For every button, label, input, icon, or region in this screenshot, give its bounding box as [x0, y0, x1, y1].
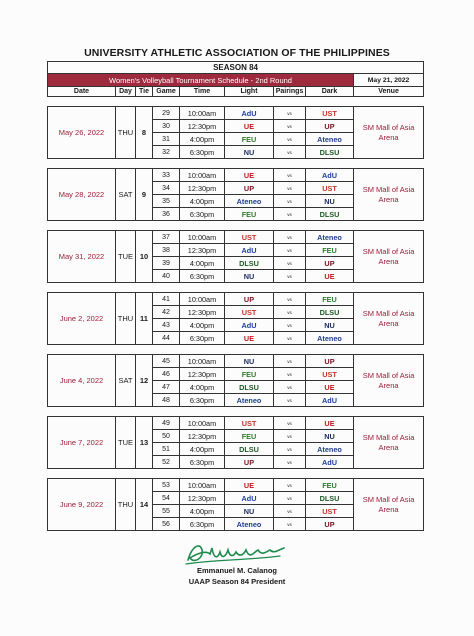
- spacer-cell: [48, 97, 424, 107]
- game-time: 6:30pm: [180, 518, 225, 531]
- game-number: 53: [153, 479, 180, 492]
- game-time: 10:00am: [180, 107, 225, 120]
- game-row: [48, 169, 424, 182]
- light-team: AdU: [225, 244, 274, 257]
- venue-cell: [354, 231, 424, 283]
- venue-line1: SM Mall of Asia: [362, 122, 415, 132]
- game-time: 10:00am: [180, 293, 225, 306]
- venue-line1: SM Mall of Asia: [362, 494, 415, 504]
- game-number: 49: [153, 417, 180, 430]
- vs-label: vs: [274, 195, 306, 208]
- spacer-cell: [48, 345, 424, 355]
- game-time: 12:30pm: [180, 430, 225, 443]
- game-number: 40: [153, 270, 180, 283]
- vs-label: vs: [274, 332, 306, 345]
- vs-label: vs: [274, 355, 306, 368]
- day-cell: SAT: [116, 355, 136, 407]
- light-team: NU: [225, 146, 274, 159]
- game-time: 6:30pm: [180, 332, 225, 345]
- game-time: 6:30pm: [180, 208, 225, 221]
- dark-team: FEU: [306, 293, 354, 306]
- day-cell: TUE: [116, 417, 136, 469]
- dark-team: UE: [306, 417, 354, 430]
- game-number: 39: [153, 257, 180, 270]
- light-team: UST: [225, 417, 274, 430]
- day-cell: SAT: [116, 169, 136, 221]
- light-team: Ateneo: [225, 394, 274, 407]
- venue-line1: SM Mall of Asia: [362, 308, 415, 318]
- light-team: UE: [225, 169, 274, 182]
- dark-team: Ateneo: [306, 133, 354, 146]
- venue-line2: Arena: [378, 380, 399, 390]
- dark-team: DLSU: [306, 492, 354, 505]
- game-number: 52: [153, 456, 180, 469]
- vs-label: vs: [274, 368, 306, 381]
- dark-team: Ateneo: [306, 231, 354, 244]
- dark-team: UST: [306, 368, 354, 381]
- game-number: 30: [153, 120, 180, 133]
- column-header-row: [48, 87, 424, 97]
- game-time: 10:00am: [180, 231, 225, 244]
- game-time: 4:00pm: [180, 505, 225, 518]
- day-cell: THU: [116, 293, 136, 345]
- venue-line2: Arena: [378, 318, 399, 328]
- venue-line2: Arena: [378, 256, 399, 266]
- game-number: 48: [153, 394, 180, 407]
- game-row: [48, 479, 424, 492]
- schedule-title: Women's Volleyball Tournament Schedule - 2nd Round: [48, 74, 354, 87]
- venue-cell: [354, 355, 424, 407]
- dark-team: UP: [306, 518, 354, 531]
- light-team: FEU: [225, 368, 274, 381]
- game-number: 38: [153, 244, 180, 257]
- game-time: 10:00am: [180, 417, 225, 430]
- game-time: 6:30pm: [180, 146, 225, 159]
- game-time: 10:00am: [180, 169, 225, 182]
- day-cell: TUE: [116, 231, 136, 283]
- column-header: Venue: [354, 87, 424, 97]
- game-number: 51: [153, 443, 180, 456]
- column-header: Tie: [136, 87, 153, 97]
- vs-label: vs: [274, 133, 306, 146]
- date-cell: June 4, 2022: [48, 355, 116, 407]
- tie-cell: 11: [136, 293, 153, 345]
- game-time: 12:30pm: [180, 120, 225, 133]
- game-row: [48, 231, 424, 244]
- dark-team: UE: [306, 270, 354, 283]
- game-number: 56: [153, 518, 180, 531]
- schedule-table: [47, 61, 424, 531]
- game-time: 4:00pm: [180, 133, 225, 146]
- dark-team: DLSU: [306, 306, 354, 319]
- game-row: [48, 293, 424, 306]
- dark-team: UP: [306, 257, 354, 270]
- dark-team: AdU: [306, 169, 354, 182]
- game-number: 55: [153, 505, 180, 518]
- game-time: 4:00pm: [180, 381, 225, 394]
- vs-label: vs: [274, 456, 306, 469]
- game-time: 10:00am: [180, 479, 225, 492]
- dark-team: FEU: [306, 244, 354, 257]
- org-title: UNIVERSITY ATHLETIC ASSOCIATION OF THE PHILIPPINES: [84, 47, 390, 59]
- date-cell: June 2, 2022: [48, 293, 116, 345]
- column-header: Date: [48, 87, 116, 97]
- light-team: Ateneo: [225, 195, 274, 208]
- schedule-sheet: [47, 61, 423, 531]
- spacer-cell: [48, 283, 424, 293]
- vs-label: vs: [274, 244, 306, 257]
- game-number: 34: [153, 182, 180, 195]
- day-cell: THU: [116, 107, 136, 159]
- light-team: UP: [225, 293, 274, 306]
- game-time: 4:00pm: [180, 319, 225, 332]
- block-spacer: [48, 407, 424, 417]
- game-time: 12:30pm: [180, 306, 225, 319]
- game-number: 54: [153, 492, 180, 505]
- game-time: 6:30pm: [180, 456, 225, 469]
- game-number: 36: [153, 208, 180, 221]
- game-time: 6:30pm: [180, 394, 225, 407]
- tie-cell: 12: [136, 355, 153, 407]
- vs-label: vs: [274, 146, 306, 159]
- vs-label: vs: [274, 443, 306, 456]
- venue-cell: [354, 293, 424, 345]
- vs-label: vs: [274, 518, 306, 531]
- date-cell: May 26, 2022: [48, 107, 116, 159]
- light-team: AdU: [225, 319, 274, 332]
- signatory-role: UAAP Season 84 President: [188, 577, 286, 586]
- column-header: Day: [116, 87, 136, 97]
- venue-line2: Arena: [378, 194, 399, 204]
- release-date: May 21, 2022: [354, 74, 424, 87]
- game-time: 12:30pm: [180, 368, 225, 381]
- vs-label: vs: [274, 430, 306, 443]
- light-team: NU: [225, 355, 274, 368]
- block-spacer: [48, 345, 424, 355]
- light-team: FEU: [225, 430, 274, 443]
- vs-label: vs: [274, 492, 306, 505]
- venue-cell: [354, 417, 424, 469]
- vs-label: vs: [274, 270, 306, 283]
- vs-label: vs: [274, 381, 306, 394]
- column-header: Light: [225, 87, 274, 97]
- vs-label: vs: [274, 306, 306, 319]
- venue-line1: SM Mall of Asia: [362, 184, 415, 194]
- tie-cell: 9: [136, 169, 153, 221]
- vs-label: vs: [274, 231, 306, 244]
- dark-team: NU: [306, 195, 354, 208]
- date-cell: June 7, 2022: [48, 417, 116, 469]
- column-header: Pairings: [274, 87, 306, 97]
- tie-cell: 14: [136, 479, 153, 531]
- dark-team: UST: [306, 505, 354, 518]
- spacer-cell: [48, 469, 424, 479]
- block-spacer: [48, 159, 424, 169]
- dark-team: DLSU: [306, 208, 354, 221]
- date-cell: May 31, 2022: [48, 231, 116, 283]
- vs-label: vs: [274, 293, 306, 306]
- date-cell: May 28, 2022: [48, 169, 116, 221]
- dark-team: NU: [306, 430, 354, 443]
- venue-line1: SM Mall of Asia: [362, 246, 415, 256]
- spacer-cell: [48, 221, 424, 231]
- block-spacer: [48, 221, 424, 231]
- spacer-cell: [48, 407, 424, 417]
- vs-label: vs: [274, 169, 306, 182]
- light-team: FEU: [225, 133, 274, 146]
- game-time: 4:00pm: [180, 195, 225, 208]
- game-number: 45: [153, 355, 180, 368]
- block-spacer: [48, 97, 424, 107]
- dark-team: DLSU: [306, 146, 354, 159]
- game-time: 4:00pm: [180, 443, 225, 456]
- dark-team: AdU: [306, 456, 354, 469]
- dark-team: UST: [306, 107, 354, 120]
- venue-line1: SM Mall of Asia: [362, 370, 415, 380]
- dark-team: UST: [306, 182, 354, 195]
- vs-label: vs: [274, 479, 306, 492]
- venue-cell: [354, 479, 424, 531]
- vs-label: vs: [274, 319, 306, 332]
- venue-cell: [354, 107, 424, 159]
- signatory-name: Emmanuel M. Calanog: [196, 566, 277, 575]
- light-team: AdU: [225, 492, 274, 505]
- vs-label: vs: [274, 505, 306, 518]
- dark-team: UP: [306, 355, 354, 368]
- game-number: 29: [153, 107, 180, 120]
- vs-label: vs: [274, 182, 306, 195]
- light-team: UST: [225, 231, 274, 244]
- game-time: 6:30pm: [180, 270, 225, 283]
- tie-cell: 10: [136, 231, 153, 283]
- light-team: UE: [225, 120, 274, 133]
- game-row: [48, 355, 424, 368]
- day-cell: THU: [116, 479, 136, 531]
- game-number: 47: [153, 381, 180, 394]
- light-team: DLSU: [225, 443, 274, 456]
- light-team: Ateneo: [225, 518, 274, 531]
- vs-label: vs: [274, 394, 306, 407]
- game-number: 31: [153, 133, 180, 146]
- game-number: 50: [153, 430, 180, 443]
- venue-line2: Arena: [378, 504, 399, 514]
- tie-cell: 8: [136, 107, 153, 159]
- game-time: 12:30pm: [180, 244, 225, 257]
- vs-label: vs: [274, 120, 306, 133]
- dark-team: UE: [306, 381, 354, 394]
- game-row: [48, 417, 424, 430]
- block-spacer: [48, 283, 424, 293]
- game-time: 12:30pm: [180, 182, 225, 195]
- game-number: 32: [153, 146, 180, 159]
- venue-cell: [354, 169, 424, 221]
- venue-line2: Arena: [378, 132, 399, 142]
- game-row: [48, 107, 424, 120]
- game-number: 44: [153, 332, 180, 345]
- tie-cell: 13: [136, 417, 153, 469]
- game-number: 42: [153, 306, 180, 319]
- light-team: NU: [225, 270, 274, 283]
- game-time: 4:00pm: [180, 257, 225, 270]
- venue-line2: Arena: [378, 442, 399, 452]
- block-spacer: [48, 469, 424, 479]
- game-number: 37: [153, 231, 180, 244]
- light-team: DLSU: [225, 257, 274, 270]
- vs-label: vs: [274, 257, 306, 270]
- light-team: UST: [225, 306, 274, 319]
- game-number: 33: [153, 169, 180, 182]
- light-team: UP: [225, 182, 274, 195]
- light-team: FEU: [225, 208, 274, 221]
- dark-team: Ateneo: [306, 443, 354, 456]
- game-number: 46: [153, 368, 180, 381]
- vs-label: vs: [274, 107, 306, 120]
- light-team: UE: [225, 332, 274, 345]
- game-number: 35: [153, 195, 180, 208]
- vs-label: vs: [274, 417, 306, 430]
- dark-team: UP: [306, 120, 354, 133]
- column-header: Dark: [306, 87, 354, 97]
- vs-label: vs: [274, 208, 306, 221]
- light-team: UP: [225, 456, 274, 469]
- dark-team: AdU: [306, 394, 354, 407]
- game-time: 12:30pm: [180, 492, 225, 505]
- game-number: 41: [153, 293, 180, 306]
- light-team: DLSU: [225, 381, 274, 394]
- game-number: 43: [153, 319, 180, 332]
- season-label: SEASON 84: [48, 62, 424, 74]
- column-header: Game: [153, 87, 180, 97]
- game-time: 10:00am: [180, 355, 225, 368]
- dark-team: FEU: [306, 479, 354, 492]
- light-team: NU: [225, 505, 274, 518]
- date-cell: June 9, 2022: [48, 479, 116, 531]
- light-team: AdU: [225, 107, 274, 120]
- dark-team: NU: [306, 319, 354, 332]
- light-team: UE: [225, 479, 274, 492]
- column-header: Time: [180, 87, 225, 97]
- dark-team: Ateneo: [306, 332, 354, 345]
- venue-line1: SM Mall of Asia: [362, 432, 415, 442]
- spacer-cell: [48, 159, 424, 169]
